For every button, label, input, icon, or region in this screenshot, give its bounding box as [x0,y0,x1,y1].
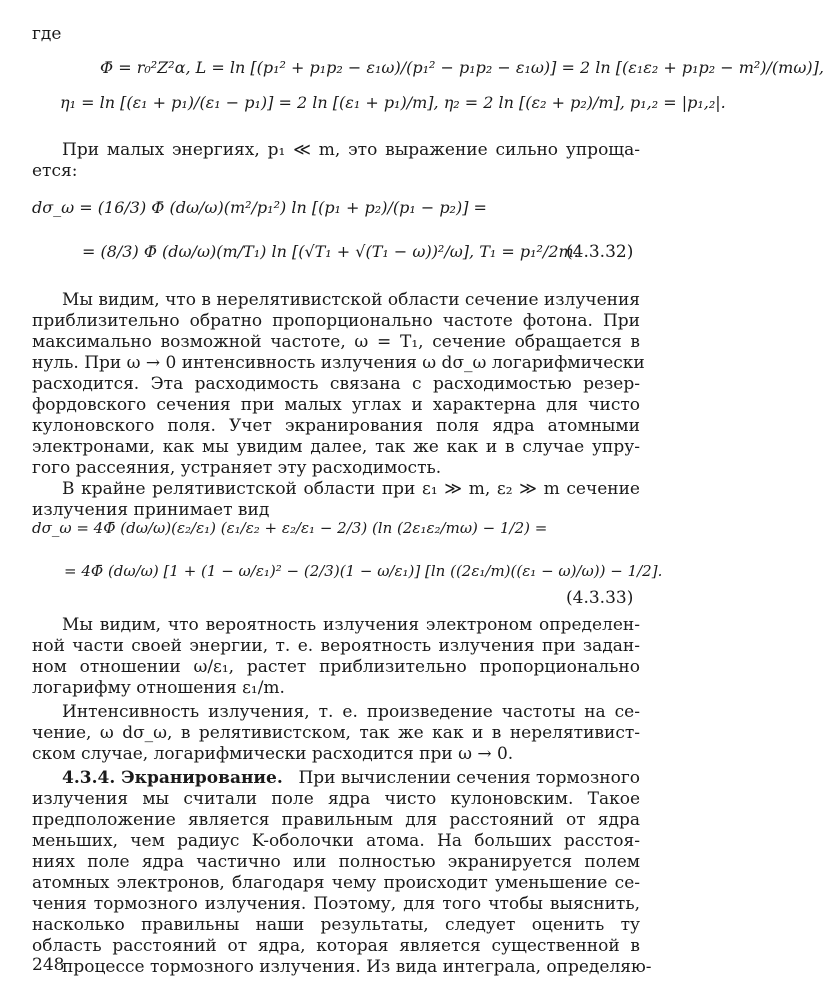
paragraph-screening-line-2: излучения мы считали поле ядра чисто кулоновским. Такое [32,789,640,809]
formula-4333-line-2: = 4Φ̄ (dω/ω) [1 + (1 − ω/ε₁)² − (2/3)(1 − ω/ε₁)] [ln ((2ε₁/m)((ε₁ − ω)/ω)) − 1/2]. [64,562,663,580]
intro-word: где [32,24,62,44]
paragraph-nonrelativistic-line-5: расходится. Эта расходимость связана с расходимостью резер- [32,374,640,394]
paragraph-relativistic-line-2: излучения принимает вид [32,500,270,520]
formula-4333-line-1: dσ_ω = 4Φ̄ (dω/ω)(ε₂/ε₁) (ε₁/ε₂ + ε₂/ε₁ − 2/3) (ln (2ε₁ε₂/mω) − 1/2) = [32,519,548,537]
paragraph-screening-line-9: область расстояний от ядра, которая является существенной в [32,936,640,956]
formula-definitions-line-1: Φ̄ = r₀²Z²α, L = ln [(p₁² + p₁p₂ − ε₁ω)/(p₁² − p₁p₂ − ε₁ω)] = 2 ln [(ε₁ε₂ + p₁p₂ − m²)/(mω)], [100,58,824,77]
paragraph-probability-line-3: ном отношении ω/ε₁, растет приблизительно пропорционально [32,657,640,677]
paragraph-screening-line-4: меньших, чем радиус K-оболочки атома. На больших расстоя- [32,831,640,851]
section-heading-line [62,768,640,788]
paragraph-nonrelativistic-line-4: нуль. При ω → 0 интенсивность излучения ω dσ_ω логарифмически [32,353,645,373]
paragraph-nonrelativistic-line-2: приблизительно обратно пропорционально частоте фотона. При [32,311,640,331]
paragraph-intensity-line-1: Интенсивность излучения, т. е. произведение частоты на се- [62,702,640,722]
formula-definitions-line-2: η₁ = ln [(ε₁ + p₁)/(ε₁ − p₁)] = 2 ln [(ε₁ + p₁)/m], η₂ = 2 ln [(ε₂ + p₂)/m], p₁,₂ = |p₁,₂|. [60,93,726,112]
paragraph-low-energy-line-2: ется: [32,161,78,181]
equation-number-4332: (4.3.32) [566,242,634,262]
equation-number-4333: (4.3.33) [566,588,634,608]
paragraph-probability-line-4: логарифму отношения ε₁/m. [32,678,285,698]
paragraph-screening-line-7: чения тормозного излучения. Поэтому, для того чтобы выяснить, [32,894,640,914]
section-heading: 4.3.4. Экранирование. [62,768,283,788]
paragraph-low-energy-line-1: При малых энергиях, p₁ ≪ m, это выражение сильно упроща- [62,140,640,160]
paragraph-probability-line-2: ной части своей энергии, т. е. вероятность излучения при задан- [32,636,640,656]
page-number: 248 [32,955,65,975]
paragraph-nonrelativistic-line-7: кулоновского поля. Учет экранирования поля ядра атомными [32,416,640,436]
paragraph-screening-line-5: ниях поле ядра частично или полностью экранируется полем [32,852,640,872]
paragraph-probability-line-1: Мы видим, что вероятность излучения электроном определен- [62,615,640,635]
paragraph-nonrelativistic-line-9: гого рассеяния, устраняет эту расходимость. [32,458,442,478]
formula-4332-line-2: = (8/3) Φ̄ (dω/ω)(m/T₁) ln [(√T₁ + √(T₁ − ω))²/ω], T₁ = p₁²/2m. [82,242,579,261]
paragraph-intensity-line-3: ском случае, логарифмически расходится при ω → 0. [32,744,514,764]
paragraph-nonrelativistic-line-8: электронами, как мы увидим далее, так же как и в случае упру- [32,437,640,457]
paragraph-nonrelativistic-line-1: Мы видим, что в нерелятивистской области сечение излучения [62,290,641,310]
paragraph-screening-line-10: процессе тормозного излучения. Из вида интеграла, определяю- [62,957,652,977]
paragraph-screening-line-6: атомных электронов, благодаря чему происходит уменьшение се- [32,873,640,893]
paragraph-relativistic-line-1: В крайне релятивистской области при ε₁ ≫ m, ε₂ ≫ m сечение [62,479,640,499]
paragraph-nonrelativistic-line-6: фордовского сечения при малых углах и характерна для чисто [32,395,640,415]
formula-4332-line-1: dσ_ω = (16/3) Φ̄ (dω/ω)(m²/p₁²) ln [(p₁ + p₂)/(p₁ − p₂)] = [32,198,487,217]
paragraph-screening-line-1-rest: При вычислении сечения тормозного [298,768,640,788]
paragraph-screening-line-3: предположение является правильным для расстояний от ядра [32,810,640,830]
paragraph-intensity-line-2: чение, ω dσ_ω, в релятивистском, так же как и в нерелятивист- [32,723,640,743]
paragraph-nonrelativistic-line-3: максимально возможной частоте, ω = T₁, сечение обращается в [32,332,640,352]
paragraph-screening-line-8: насколько правильны наши результаты, следует оценить ту [32,915,640,935]
